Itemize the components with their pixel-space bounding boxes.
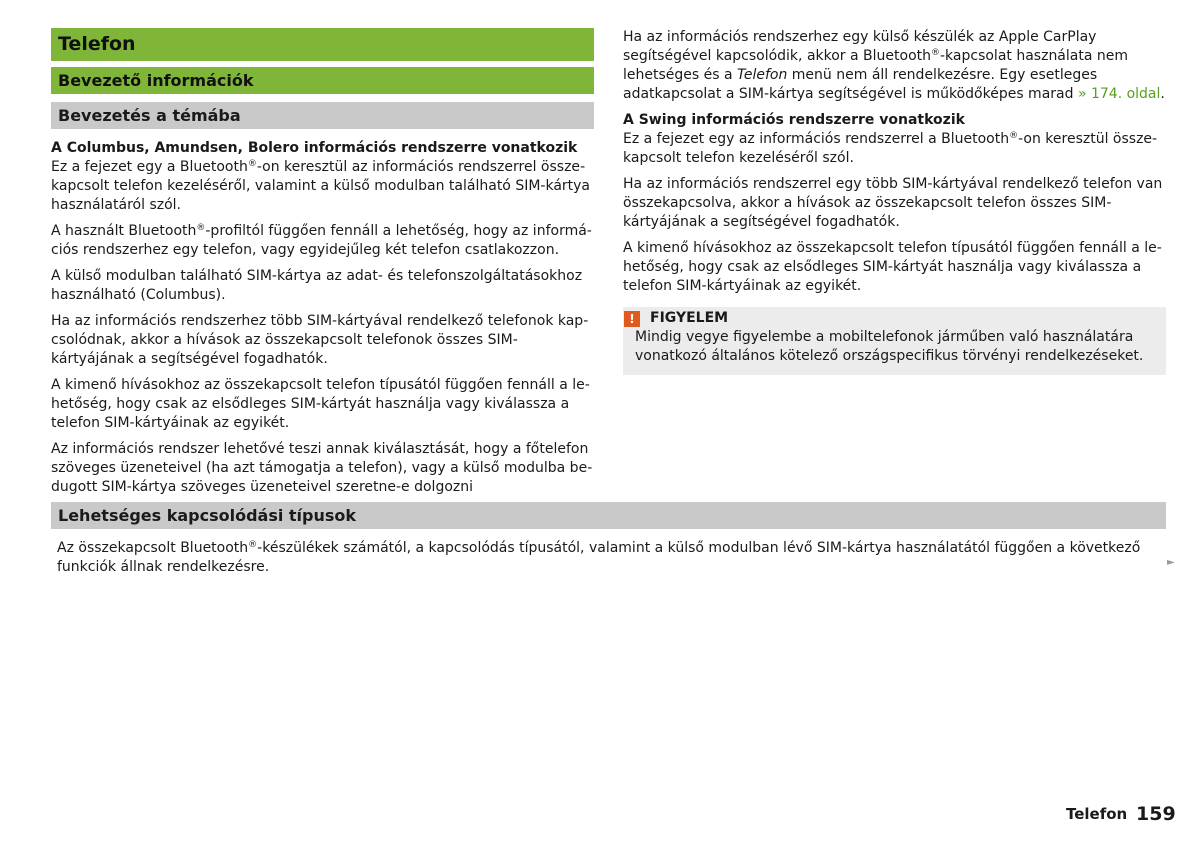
subheading-swing: A Swing információs rendszerre vonatkozik (623, 112, 965, 128)
registered-mark: ® (931, 48, 940, 58)
connection-types-section (51, 502, 1166, 577)
section-title-intro: Bevezető információk (51, 67, 594, 94)
warning-title: FIGYELEM (650, 310, 729, 326)
paragraph: Ez a fejezet egy az információs rendszerrel a Bluetooth®-on keresztül összekapcsolt telefon kezeléséről szól. (623, 131, 1158, 166)
paragraph: Az információs rendszer lehetővé teszi annak kiválasztását, hogy a főtelefon szöveges üzeneteivel (ha azt támogatja a telefon), vagy a külső modulba bedugott SIM-kártya szöveges üzeneteivel szeretne-e dolgozni (51, 441, 593, 495)
page-reference-link[interactable]: » 174. oldal (1077, 86, 1161, 102)
page-number: 159 (1136, 803, 1176, 825)
warning-icon: ! (624, 311, 640, 327)
menu-name: Telefon (737, 67, 788, 83)
paragraph: Ha az információs rendszerrel egy több SIM-kártyával rendelkező telefon van összekapcsolva, akkor a hívások az összekapcsolt telefon összes SIM-kártyájának a segítségével fogadhatók. (623, 176, 1163, 230)
paragraph: Ha az információs rendszerhez több SIM-kártyával rendelkező telefonok kapcsolódnak, akkor a hívások az összekapcsolt telefonok összes SIM-kártyájának a segítségével fogadhatók. (51, 313, 589, 367)
right-column (623, 28, 1166, 375)
registered-mark: ® (248, 540, 258, 550)
registered-mark: ® (196, 223, 206, 233)
warning-header (629, 309, 1154, 328)
registered-mark: ® (1009, 131, 1019, 141)
paragraph: A kimenő hívásokhoz az összekapcsolt telefon típusától függően fennáll a lehetőség, hogy csak az elsődleges SIM-kártyát használja vagy kiválassza a telefon SIM-kártyáinak az egyikét. (623, 240, 1162, 294)
chapter-title: Telefon (51, 28, 594, 61)
warning-box (623, 307, 1166, 375)
paragraph: Ha az információs rendszerhez egy külső készülék az Apple CarPlay segítségével kapcsolódik, akkor a Bluetooth®-kapcsolat használata nem lehetséges és a Telefon menü nem áll rendelkezésre. Egy esetleges adatkapcsolat a SIM-kártya segítségével is működőképes marad » 174. oldal. (623, 29, 1165, 102)
registered-mark: ® (247, 159, 257, 169)
continue-arrow-icon: ► (1167, 557, 1175, 568)
section-title-connection-types: Lehetséges kapcsolódási típusok (51, 502, 1166, 529)
left-column (51, 28, 594, 504)
paragraph: Az összekapcsolt Bluetooth®-készülékek számától, a kapcsolódás típusától, valamint a külső modulban lévő SIM-kártya használatától függően a következő funkciók állnak rendelkezésre. (57, 540, 1141, 575)
warning-text: Mindig vegye figyelembe a mobiltelefonok járműben való használatára vonatkozó általános kötelező országspecifikus törvényi rendelkezéseket. (635, 329, 1144, 364)
subheading-columbus: A Columbus, Amundsen, Bolero információs rendszerre vonatkozik (51, 140, 578, 156)
paragraph: Ez a fejezet egy a Bluetooth®-on keresztül az információs rendszerrel összekapcsolt telefon kezeléséről, valamint a külső modulban található SIM-kártya használatáról szól. (51, 159, 591, 213)
paragraph: A külső modulban található SIM-kártya az adat- és telefonszolgáltatásokhoz használható (Columbus). (51, 268, 583, 303)
paragraph: A kimenő hívásokhoz az összekapcsolt telefon típusától függően fennáll a lehetőség, hogy csak az elsődleges SIM-kártyát használja vagy kiválassza a telefon SIM-kártyáinak az egyikét. (51, 377, 590, 431)
paragraph: A használt Bluetooth®-profiltól függően fennáll a lehetőség, hogy az információs rendszerhez egy telefon, vagy egyidejűleg két telefon csatlakozzon. (51, 223, 592, 258)
footer-chapter: Telefon (1066, 805, 1128, 823)
section-title-topic: Bevezetés a témába (51, 102, 594, 129)
